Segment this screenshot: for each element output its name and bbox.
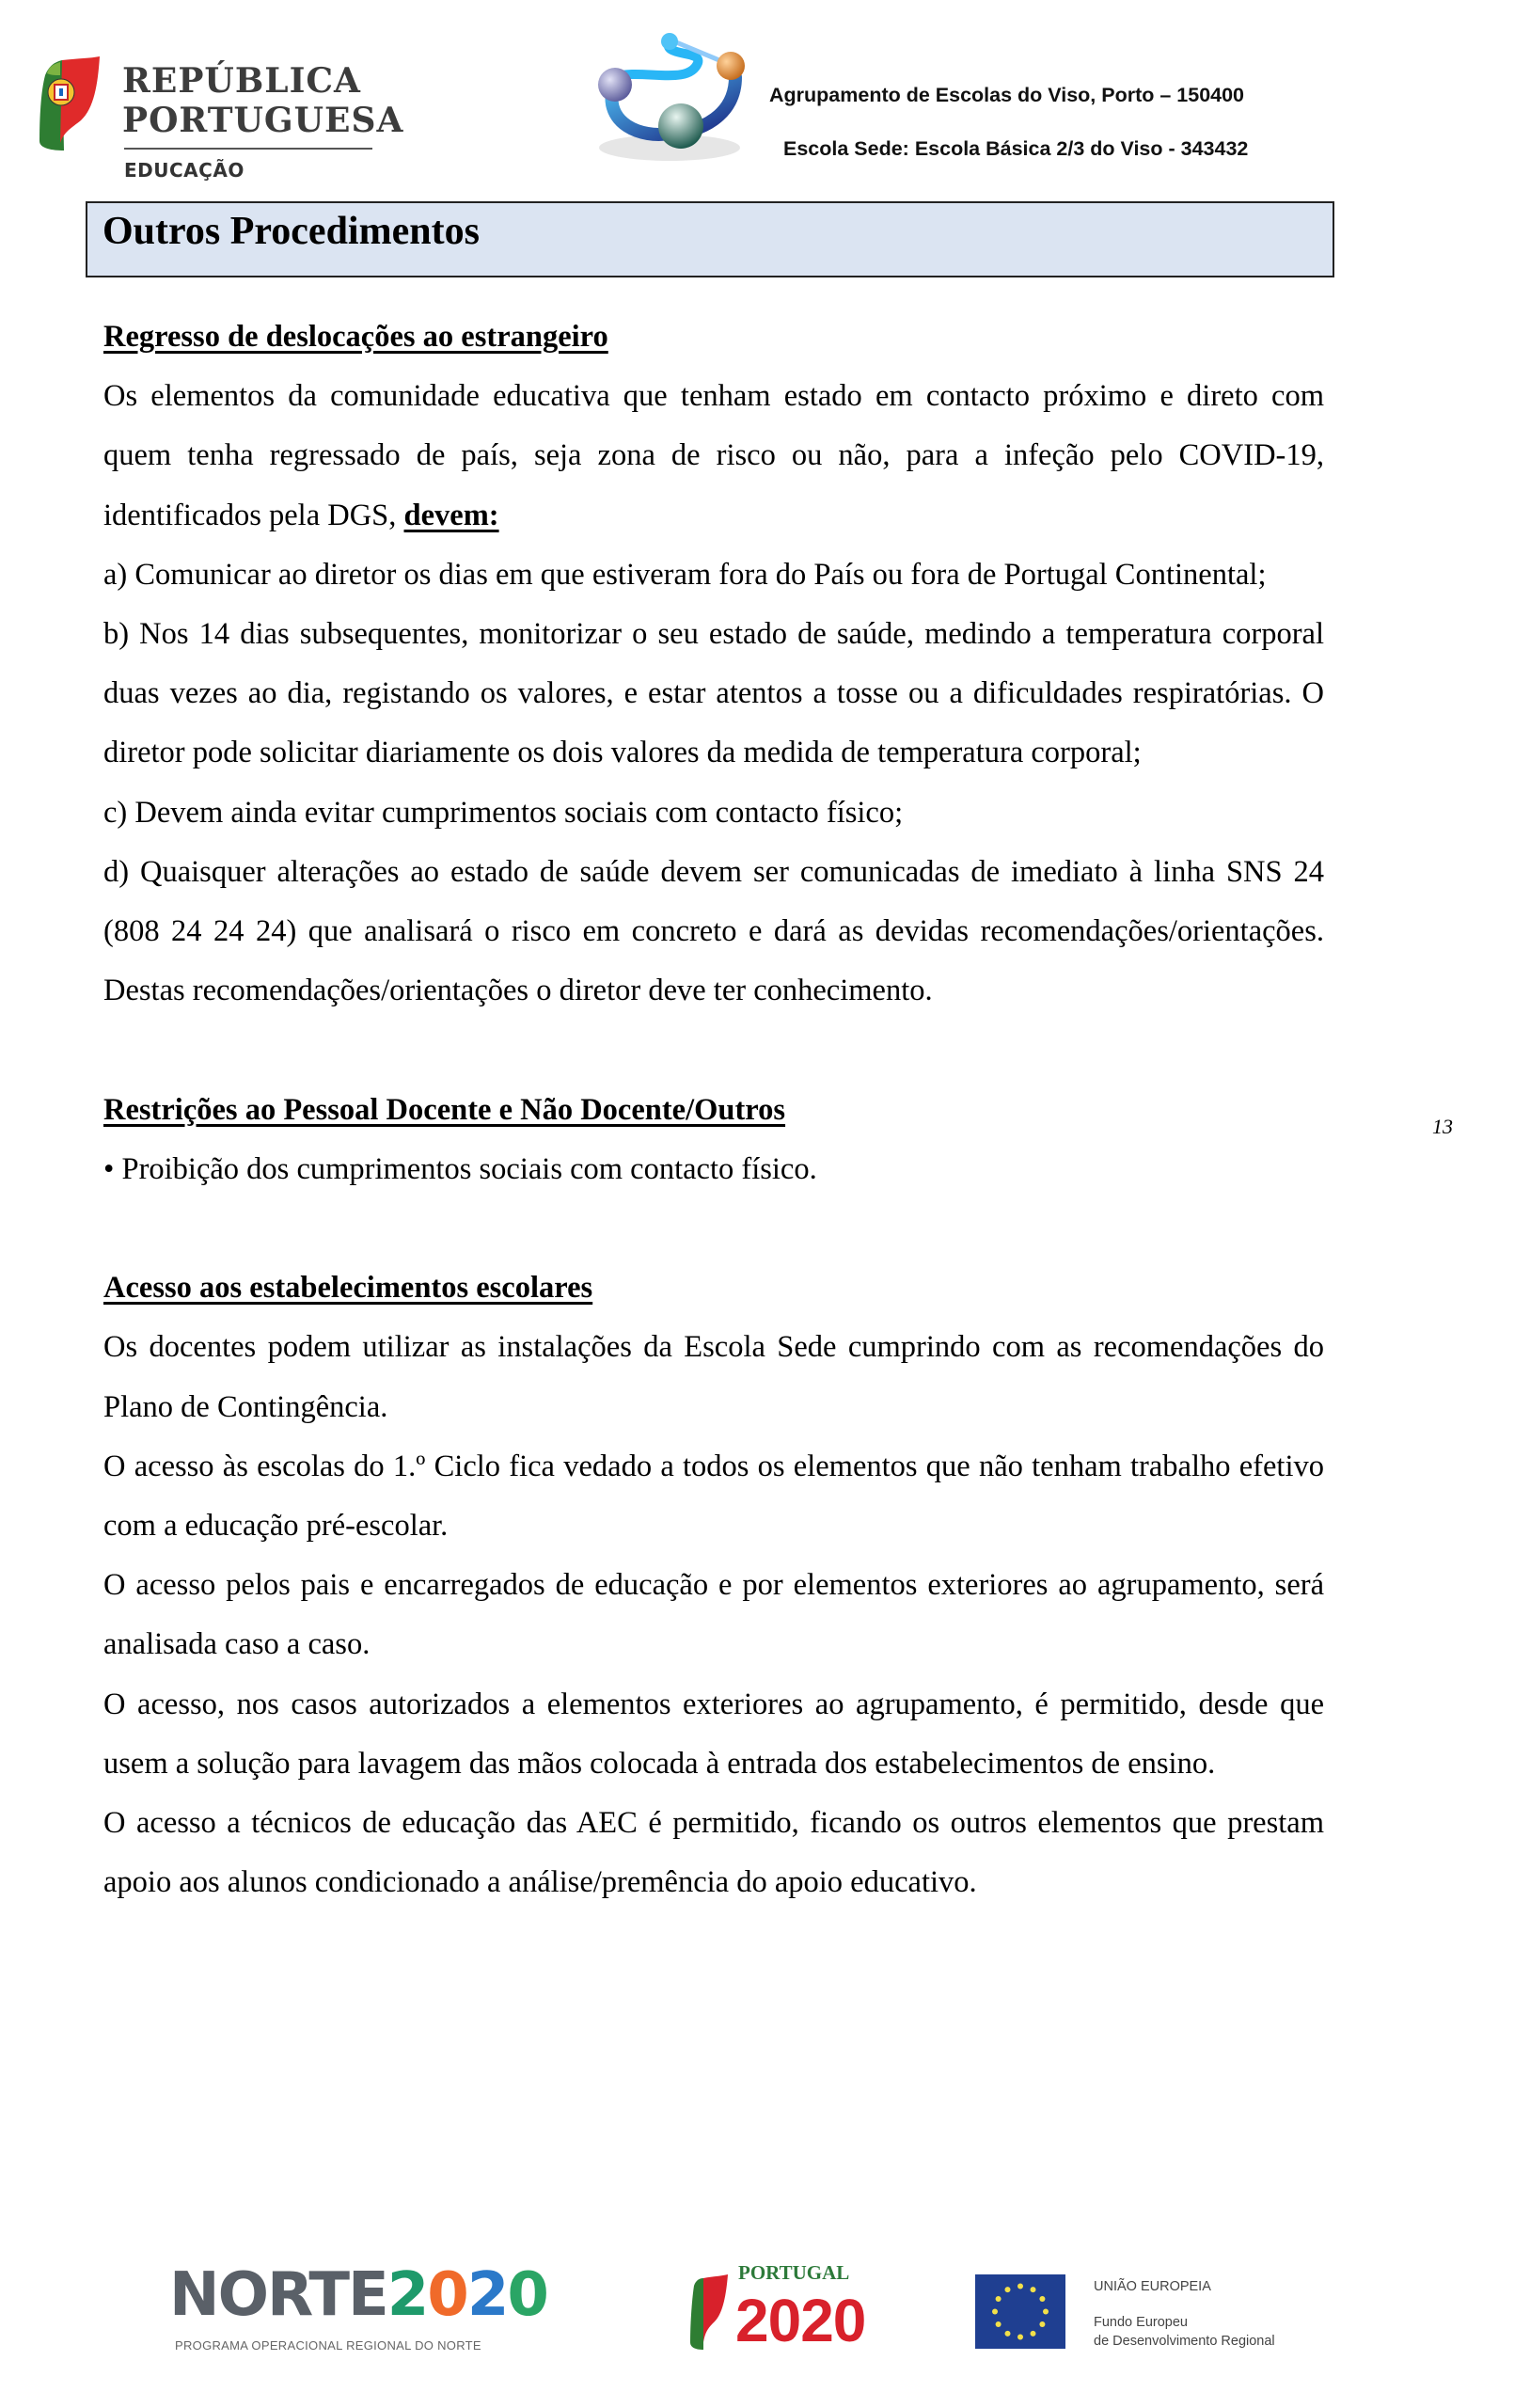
list-item-c: c) Devem ainda evitar cumprimentos sociais com contacto físico; bbox=[103, 795, 904, 830]
norte2020-subtitle: PROGRAMA OPERACIONAL REGIONAL DO NORTE bbox=[175, 2338, 481, 2353]
eu-star-icon bbox=[996, 2296, 1002, 2302]
spacer bbox=[103, 1199, 1324, 1259]
paragraph-acesso-3: O acesso pelos pais e encarregados de educação e por elementos exteriores ao agrupamento, será analisada caso a caso. bbox=[103, 1568, 1324, 1662]
intro-emphasis: devem: bbox=[403, 498, 499, 532]
page-number: 13 bbox=[1432, 1115, 1453, 1138]
eu-star-icon bbox=[1031, 2287, 1036, 2292]
eu-star-icon bbox=[1043, 2309, 1049, 2315]
list-item-b: b) Nos 14 dias subsequentes, monitorizar o seu estado de saúde, medindo a temperatura corporal duas vezes ao dia, registando os valores, e estar atentos a tosse ou a dificuldades respiratórias. O diretor pode solicitar diariamente os dois valores da medida de temperatura corporal; bbox=[103, 617, 1324, 770]
government-logo-line2: PORTUGUESA bbox=[122, 101, 404, 140]
norte-digit: 0 bbox=[507, 2260, 547, 2330]
eu-fund-line2: de Desenvolvimento Regional bbox=[1094, 2334, 1275, 2349]
heading-acesso: Acesso aos estabelecimentos escolares bbox=[103, 1271, 593, 1306]
paragraph-acesso-1: Os docentes podem utilizar as instalações da Escola Sede cumprindo com as recomendações do Plano de Contingência. bbox=[103, 1330, 1324, 1424]
eu-star-icon bbox=[1017, 2335, 1023, 2340]
list-item-a: a) Comunicar ao diretor os dias em que estiveram fora do País ou fora de Portugal Continental; bbox=[103, 557, 1267, 592]
eu-star-icon bbox=[1017, 2284, 1023, 2289]
intro-text: Os elementos da comunidade educativa que tenham estado em contacto próximo e direto com quem tenha regressado de país, seja zona de risco ou não, para a infeção pelo COVID-19, identificados pela DGS, bbox=[103, 379, 1324, 532]
school-headquarters-name: Escola Sede: Escola Básica 2/3 do Viso - 343432 bbox=[783, 137, 1249, 160]
eu-star-icon bbox=[1005, 2331, 1011, 2337]
portugal2020-label: PORTUGAL bbox=[738, 2261, 850, 2284]
eu-star-icon bbox=[1039, 2296, 1045, 2302]
eu-star-icon bbox=[1031, 2331, 1036, 2337]
section-title: Outros Procedimentos bbox=[103, 210, 480, 253]
eu-star-icon bbox=[996, 2321, 1002, 2327]
government-logo-ministry: EDUCAÇÃO bbox=[124, 159, 244, 182]
paragraph-acesso-5: O acesso a técnicos de educação das AEC é permitido, ficando os outros elementos que prestam apoio aos alunos condicionado a análise/premência do apoio educativo. bbox=[103, 1806, 1324, 1900]
paragraph-acesso-4: O acesso, nos casos autorizados a elementos exteriores ao agrupamento, é permitido, desde que usem a solução para lavagem das mãos colocada à entrada dos estabelecimentos de ensino. bbox=[103, 1687, 1324, 1781]
paragraph-acesso-2: O acesso às escolas do 1.º Ciclo fica vedado a todos os elementos que não tenham trabalho efetivo com a educação pré-escolar. bbox=[103, 1449, 1324, 1544]
spacer bbox=[103, 1021, 1324, 1080]
government-logo-divider bbox=[124, 148, 372, 150]
school-group-name: Agrupamento de Escolas do Viso, Porto – 150400 bbox=[769, 84, 1245, 106]
government-logo-line1: REPÚBLICA bbox=[122, 61, 361, 101]
eu-star-icon bbox=[992, 2309, 998, 2315]
norte2020-logo bbox=[169, 2261, 547, 2329]
portugal2020-flag-icon bbox=[688, 2274, 728, 2350]
eu-star-icon bbox=[1039, 2321, 1045, 2327]
eu-flag-icon bbox=[975, 2274, 1065, 2349]
norte-digit: 2 bbox=[386, 2260, 428, 2330]
portugal2020-year: 2020 bbox=[735, 2287, 866, 2354]
norte-wordmark: NORTE bbox=[169, 2260, 387, 2330]
eu-star-icon bbox=[1005, 2287, 1011, 2292]
norte-digit: 0 bbox=[427, 2260, 467, 2330]
document-body bbox=[103, 308, 1324, 1912]
eu-fund-line1: Fundo Europeu bbox=[1094, 2315, 1188, 2330]
norte-digit: 2 bbox=[466, 2260, 508, 2330]
heading-regresso: Regresso de deslocações ao estrangeiro bbox=[103, 320, 608, 354]
school-logo-icon bbox=[576, 21, 754, 171]
list-item-d: d) Quaisquer alterações ao estado de saúde devem ser comunicadas de imediato à linha SNS 24 (808 24 24 24) que analisará o risco em concreto e dará as devidas recomendações/orientações. Destas recomendações/orientações o diretor deve ter conhecimento. bbox=[103, 854, 1324, 1008]
paragraph-regresso-intro bbox=[103, 367, 1324, 546]
portugal-flag-icon bbox=[36, 56, 102, 152]
eu-label: UNIÃO EUROPEIA bbox=[1094, 2279, 1211, 2294]
heading-restricoes: Restrições ao Pessoal Docente e Não Docente/Outros bbox=[103, 1092, 786, 1127]
bullet-item: • Proibição dos cumprimentos sociais com contacto físico. bbox=[103, 1151, 817, 1186]
